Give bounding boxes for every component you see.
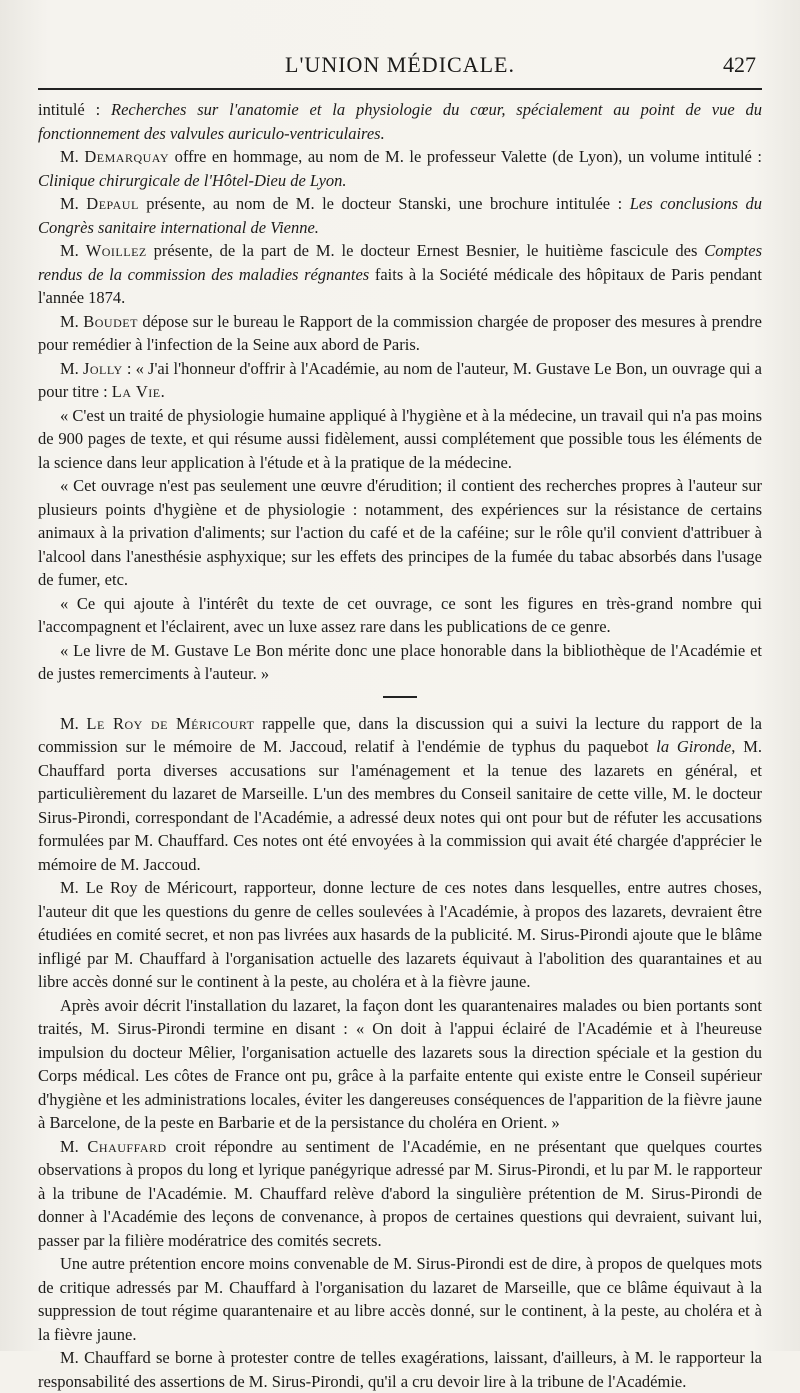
paragraph xyxy=(38,192,762,239)
paragraph-text: M. xyxy=(60,147,84,166)
header-rule xyxy=(38,88,762,90)
paragraph-text: Une autre prétention encore moins convenable de M. Sirus-Pirondi est de dire, à propos de quelques mots de critique adressés par M. Chauffard à l'organisation du lazaret de Marseille, que ce blâme équivaut à la suppression de tout régime quarantenaire et au libre accès donné, sur le continent, à la peste, au choléra et à la fièvre jaune. xyxy=(38,1254,762,1344)
page-number: 427 xyxy=(723,52,756,78)
paragraph-text: M. Chauffard se borne à protester contre de telles exagérations, laissant, d'ailleurs, à M. le rapporteur la responsabilité des assertions de M. Sirus-Pirondi, qu'il a cru devoir lire à la tribune de l'Académie. xyxy=(38,1348,762,1391)
small-caps-name: Boudet xyxy=(83,312,138,331)
article-body xyxy=(38,98,762,1393)
paragraph xyxy=(38,474,762,592)
paragraph-text: « Cet ouvrage n'est pas seulement une œuvre d'érudition; il contient des recherches propres à l'auteur sur plusieurs points d'hygiène et de physiologie : notamment, des expériences sur la résistance de certains animaux à la privation d'aliments; sur l'action du café et de la caféine; sur le rôle qu'il convient d'attribuer à l'alcool dans l'anesthésie asphyxique; sur les effets des principes de la fumée du tabac absorbés dans l'usage de fumer, etc. xyxy=(38,476,762,589)
paragraph-text: M. xyxy=(60,1137,87,1156)
paragraph-text: M. Le Roy de Méricourt, rapporteur, donne lecture de ces notes dans lesquelles, entre autres choses, l'auteur dit que les questions du genre de celles soulevées à l'Académie, à propos des lazarets, devraient être étudiées en comité secret, et non pas livrées aux hasards de la publicité. M. Sirus-Pirondi ajoute que le blâme infligé par M. Chauffard à l'organisation actuelle des lazarets équivaut à l'abolition des quarantaines et au libre accès donné sur le continent à la peste, au choléra et à la fièvre jaune. xyxy=(38,878,762,991)
paragraph xyxy=(38,1135,762,1253)
paragraph-text: « Ce qui ajoute à l'intérêt du texte de cet ouvrage, ce sont les figures en très-grand nombre qui l'accompagnent et l'éclairent, avec un luxe assez rare dans les publications de ce genre. xyxy=(38,594,762,637)
paragraph xyxy=(38,98,762,145)
paragraph-text: , M. Chauffard porta diverses accusations sur l'aménagement et la tenue des lazarets en général, et particulièrement du lazaret de Marseille. L'un des membres du Conseil sanitaire de cette ville, M. le docteur Sirus-Pirondi, correspondant de l'Académie, a adressé deux notes qui ont pour but de réfuter les accusations formulées par M. Chauffard. Ces notes ont été envoyées à la commission qui avait été chargée d'apprécier le mémoire de M. Jaccoud. xyxy=(38,737,762,874)
paragraph xyxy=(38,357,762,404)
italic-title: Comptes rendus de la commission des maladies régnantes xyxy=(38,241,762,284)
italic-title: la Gironde xyxy=(656,737,731,756)
paragraph xyxy=(38,145,762,192)
small-caps-name: Chauffard xyxy=(87,1137,166,1156)
paragraph xyxy=(38,994,762,1135)
paragraph-text: M. xyxy=(60,241,86,260)
paragraph-text: Après avoir décrit l'installation du lazaret, la façon dont les quarantenaires malades ou bien portants sont traités, M. Sirus-Pirondi termine en disant : « On doit à l'appui éclairé de l'Académie et à l'heureuse impulsion du docteur Mêlier, l'organisation actuelle des lazarets sous la direction spéciale et la gestion du Corps médical. Les côtes de France ont pu, grâce à la parfaite entente qui existe entre le Conseil supérieur d'hygiène et les administrations locales, éviter les dangereuses conséquences de l'apparition de la fièvre jaune à Barcelone, de la peste en Barbarie et de la persistance du choléra en Orient. » xyxy=(38,996,762,1133)
academy-presentations-section xyxy=(38,98,762,686)
paragraph xyxy=(38,712,762,877)
paragraph-text: « Le livre de M. Gustave Le Bon mérite donc une place honorable dans la bibliothèque de l'Académie et de justes remerciments à l'auteur. » xyxy=(38,641,762,684)
small-caps-name: Le Roy de Méricourt xyxy=(86,714,254,733)
journal-title: L'UNION MÉDICALE. xyxy=(38,52,762,78)
paragraph-text: intitulé : xyxy=(38,100,111,119)
paragraph-text: dépose sur le bureau le Rapport de la commission chargée de proposer des mesures à prendre pour remédier à l'infection de la Seine aux abord de Paris. xyxy=(38,312,762,355)
paragraph-text: M. xyxy=(60,359,83,378)
italic-title: Recherches sur l'anatomie et la physiologie du cœur, spécialement au point de vue du fonctionnement des valvules auriculo-ventriculaires. xyxy=(38,100,762,143)
paragraph-text: présente, au nom de M. le docteur Stanski, une brochure intitulée : xyxy=(139,194,630,213)
running-header xyxy=(38,44,762,84)
paragraph-text: rappelle que, dans la discussion qui a suivi la lecture du rapport de la commission sur le mémoire de M. Jaccoud, relatif à l'endémie de typhus du paquebot xyxy=(38,714,762,757)
paragraph-text: . xyxy=(161,382,165,401)
paragraph-text: M. xyxy=(60,194,86,213)
paragraph-text: présente, de la part de M. le docteur Ernest Besnier, le huitième fascicule des xyxy=(147,241,705,260)
paragraph-text: offre en hommage, au nom de M. le professeur Valette (de Lyon), un volume intitulé : xyxy=(169,147,762,166)
lazaret-discussion-section xyxy=(38,712,762,1393)
section-separator xyxy=(383,696,417,698)
paragraph xyxy=(38,239,762,310)
paragraph xyxy=(38,404,762,475)
small-caps-name: La Vie xyxy=(112,382,161,401)
paragraph xyxy=(38,1346,762,1393)
paragraph xyxy=(38,639,762,686)
paragraph xyxy=(38,592,762,639)
small-caps-name: Demarquay xyxy=(84,147,169,166)
paragraph xyxy=(38,310,762,357)
paragraph-text: croit répondre au sentiment de l'Académie, en ne présentant que quelques courtes observations à propos du long et lyrique panégyrique adressé par M. Sirus-Pirondi, et lu par M. le rapporteur à la tribune de l'Académie. M. Chauffard relève d'abord la singulière prétention de M. Sirus-Pirondi de donner à l'Académie des leçons de convenance, à propos de certaines questions qui devraient, suivant lui, passer par la filière modératrice des comités secrets. xyxy=(38,1137,762,1250)
paragraph-text: M. xyxy=(60,312,83,331)
small-caps-name: Woillez xyxy=(86,241,147,260)
paragraph-text: « C'est un traité de physiologie humaine appliqué à l'hygiène et à la médecine, un travail qui n'a pas moins de 900 pages de texte, et qui résume aussi fidèlement, aussi complétement que possible tous les éléments de la science dans leur application à l'étude et à la pratique de la médecine. xyxy=(38,406,762,472)
small-caps-name: Depaul xyxy=(86,194,138,213)
small-caps-name: Jolly xyxy=(83,359,123,378)
paragraph-text: : « J'ai l'honneur d'offrir à l'Académie, au nom de l'auteur, M. Gustave Le Bon, un ouvrage qui a pour titre : xyxy=(38,359,762,402)
paragraph-text: M. xyxy=(60,714,86,733)
italic-title: Clinique chirurgicale de l'Hôtel-Dieu de Lyon. xyxy=(38,171,347,190)
paragraph xyxy=(38,1252,762,1346)
paragraph-text: faits à la Société médicale des hôpitaux de Paris pendant l'année 1874. xyxy=(38,265,762,308)
italic-title: Les conclusions du Congrès sanitaire international de Vienne. xyxy=(38,194,762,237)
paragraph xyxy=(38,876,762,994)
